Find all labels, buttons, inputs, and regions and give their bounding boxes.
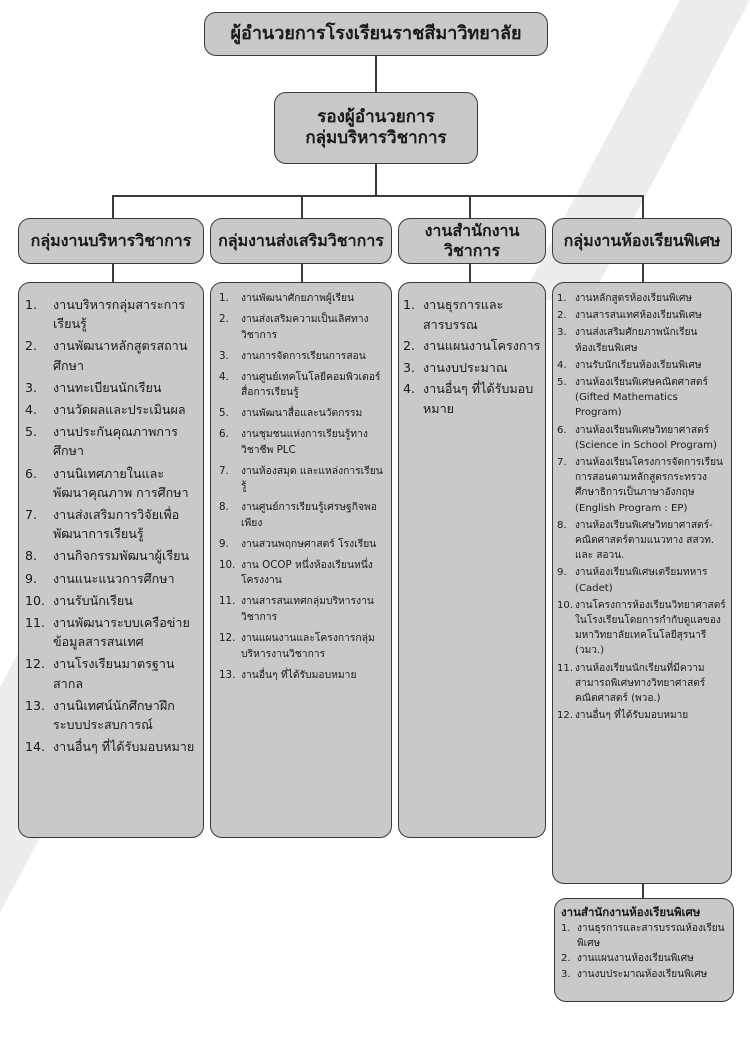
task-number: 10.: [557, 599, 574, 611]
task-text: งานห้องเรียนโครงการจัดการเรียนการสอนตามหลักสูตรกระทรวงศึกษาธิการเป็นภาษาอังกฤษ (English Program : EP): [575, 457, 723, 514]
task-text: งานงบประมาณห้องเรียนพิเศษ: [577, 968, 708, 980]
task-text: งานทะเบียนนักเรียน: [53, 379, 162, 395]
task-item: [25, 654, 197, 692]
task-item: [25, 336, 197, 374]
task-number: 2.: [219, 312, 229, 325]
task-number: 1.: [403, 297, 416, 312]
task-item: [25, 613, 197, 651]
task-number: 3.: [561, 968, 571, 980]
task-text: งานห้องเรียนพิเศษวิทยาศาสตร์ (Science in School Program): [575, 424, 717, 451]
group-panel-academic-promotion: [210, 282, 392, 838]
task-text: งานงบประมาณ: [423, 359, 508, 375]
task-text: งานกิจกรรมพัฒนาผู้เรียน: [53, 548, 190, 564]
task-list: [399, 283, 545, 418]
task-number: 2.: [403, 338, 416, 353]
group-header-academic-office: [398, 218, 546, 264]
task-text: งานโครงการห้องเรียนวิทยาศาสตร์ในโรงเรียนโดยการกำกับดูแลของมหาวิทยาลัยเทคโนโลยีสุรนารี (วมว.): [575, 599, 726, 657]
group-title: กลุ่มงานส่งเสริมวิชาการ: [218, 231, 384, 250]
task-number: 1.: [557, 293, 567, 304]
task-text: งานประกันคุณภาพการศึกษา: [53, 424, 178, 459]
task-text: งานรับนักเรียน: [53, 592, 133, 608]
connector-line: [642, 195, 644, 220]
task-item: [25, 696, 197, 734]
task-text: งานศูนย์การเรียนรู้เศรษฐกิจพอเพียง: [241, 501, 377, 529]
task-text: งานแผนงานห้องเรียนพิเศษ: [577, 953, 694, 965]
task-number: 3.: [25, 379, 38, 395]
task-text: งานการจัดการเรียนการสอน: [241, 349, 366, 362]
task-number: 5.: [557, 377, 567, 389]
group-header-academic-admin: [18, 218, 204, 264]
task-number: 12.: [557, 710, 574, 722]
task-number: 4.: [25, 402, 38, 418]
task-text: งานสวนพฤกษศาสตร์ โรงเรียน: [241, 537, 377, 550]
task-item: [403, 358, 541, 378]
connector-line: [375, 54, 377, 94]
task-text: งานพัฒนาสื่อและนวัตกรรม: [241, 407, 363, 420]
task-number: 12.: [219, 631, 236, 644]
task-text: งานแผนงานโครงการ: [423, 338, 541, 353]
task-number: 8.: [219, 501, 229, 514]
task-number: 4.: [557, 359, 567, 371]
task-text: งานส่งเสริมศักยภาพนักเรียนห้องเรียนพิเศษ: [575, 327, 698, 354]
task-item: [557, 291, 727, 306]
task-item: [25, 505, 197, 543]
task-item: [561, 968, 729, 983]
task-item: [219, 537, 385, 553]
task-number: 6.: [25, 465, 38, 481]
task-list: [553, 283, 731, 723]
task-item: [557, 565, 727, 595]
task-item: [219, 427, 385, 458]
task-item: [557, 375, 727, 421]
task-item: [219, 500, 385, 531]
connector-line: [112, 195, 114, 220]
task-number: 10.: [219, 558, 236, 571]
task-item: [219, 312, 385, 343]
task-text: งานส่งเสริมความเป็นเลิศทางวิชาการ: [241, 312, 369, 341]
task-item: [219, 464, 385, 495]
task-text: งานห้องเรียนพิเศษวิทยาศาสตร์-คณิตศาสตร์ตามแนวทาง สสวท. และ สอวน.: [575, 519, 715, 562]
task-item: [557, 423, 727, 453]
task-text: งานชุมชนแห่งการเรียนรู้ทางวิชาชีพ PLC: [241, 428, 368, 456]
director-title: ผู้อำนวยการโรงเรียนราชสีมาวิทยาลัย: [230, 22, 522, 44]
task-item: [557, 455, 727, 516]
task-text: งานวัดผลและประเมินผล: [53, 402, 186, 418]
deputy-title-line1: รองผู้อำนวยการ: [317, 106, 435, 127]
task-item: [403, 336, 541, 356]
task-number: 13.: [219, 668, 236, 681]
group-panel-academic-office: [398, 282, 546, 838]
task-number: 2.: [557, 310, 567, 322]
task-item: [219, 406, 385, 422]
task-text: งานโรงเรียนมาตรฐานสากล: [53, 656, 175, 691]
task-text: งานส่งเสริมการวิจัยเพื่อพัฒนาการเรียนรู้: [53, 507, 180, 542]
task-number: 1.: [561, 923, 571, 934]
group-title: งานสำนักงานวิชาการ: [424, 221, 520, 260]
task-text: งานรับนักเรียนห้องเรียนพิเศษ: [575, 359, 702, 371]
task-number: 11.: [557, 662, 574, 674]
task-number: 3.: [403, 359, 416, 375]
task-item: [219, 558, 385, 589]
connector-line: [469, 262, 471, 284]
task-item: [219, 631, 385, 662]
task-text: งานอื่นๆ ที่ได้รับมอบหมาย: [241, 668, 357, 681]
task-item: [219, 370, 385, 401]
deputy-title-line2: กลุ่มบริหารวิชาการ: [305, 128, 447, 148]
task-text: งานห้องสมุด และแหล่งการเรียนรู้: [241, 464, 383, 493]
task-number: 4.: [403, 381, 416, 396]
task-item: [557, 661, 727, 707]
task-text: งานสารสนเทศกลุ่มบริหารงานวิชาการ: [241, 595, 374, 623]
task-number: 9.: [557, 567, 567, 579]
task-text: งานนิเทศน์นักศึกษาฝึกระบบประสบการณ์: [53, 697, 175, 733]
task-number: 9.: [219, 537, 229, 550]
connector-line: [469, 195, 471, 220]
task-item: [25, 737, 197, 756]
task-text: งานแผนงานและโครงการกลุ่มบริหารงานวิชาการ: [241, 631, 375, 660]
task-item: [403, 379, 541, 418]
task-number: 7.: [219, 464, 229, 477]
task-number: 5.: [219, 407, 229, 420]
task-number: 7.: [25, 507, 38, 523]
group-panel-special-classes: [552, 282, 732, 884]
task-number: 5.: [25, 424, 38, 440]
task-number: 3.: [219, 349, 229, 362]
task-number: 13.: [25, 697, 46, 713]
task-number: 11.: [25, 615, 46, 631]
group-title: กลุ่มงานบริหารวิชาการ: [30, 231, 192, 250]
task-item: [557, 325, 727, 355]
task-text: งานบริหารกลุ่มสาระการเรียนรู้: [53, 297, 186, 332]
task-number: 3.: [557, 327, 567, 339]
connector-line: [642, 262, 644, 284]
task-number: 6.: [557, 424, 567, 436]
task-text: งานนิเทศภายในและพัฒนาคุณภาพ การศึกษา: [53, 465, 189, 500]
task-text: งานห้องเรียนพิเศษคณิตศาสตร์ (Gifted Mathematics Program): [575, 377, 708, 419]
task-text: งาน OCOP หนึ่งห้องเรียนหนึ่งโครงงาน: [241, 558, 373, 587]
task-item: [25, 295, 197, 333]
task-item: [25, 378, 197, 397]
task-text: งานอื่นๆ ที่ได้รับมอบหมาย: [575, 710, 689, 722]
task-item: [557, 708, 727, 723]
task-number: 2.: [561, 953, 571, 965]
task-text: งานหลักสูตรห้องเรียนพิเศษ: [575, 293, 693, 304]
task-list: [555, 922, 733, 982]
connector-line: [375, 162, 377, 196]
task-text: งานอื่นๆ ที่ได้รับมอบหมาย: [53, 739, 195, 755]
task-number: 14.: [25, 739, 46, 755]
task-item: [25, 546, 197, 565]
task-text: งานพัฒนาระบบเครือข่ายข้อมูลสารสนเทศ: [53, 615, 190, 650]
task-number: 8.: [557, 519, 567, 531]
task-item: [557, 518, 727, 564]
task-number: 4.: [219, 370, 229, 383]
task-item: [25, 464, 197, 502]
task-text: งานศูนย์เทคโนโลยีคอมพิวเตอร์สื่อการเรียนรู้: [241, 370, 381, 399]
task-text: งานสารสนเทศห้องเรียนพิเศษ: [575, 310, 702, 322]
task-item: [557, 308, 727, 323]
task-text: งานอื่นๆ ที่ได้รับมอบหมาย: [423, 381, 534, 416]
task-number: 8.: [25, 548, 38, 564]
connector-line: [112, 262, 114, 284]
task-item: [557, 598, 727, 659]
task-item: [219, 291, 385, 307]
task-number: 1.: [25, 297, 38, 312]
task-text: งานธุรการและสารบรรณห้องเรียนพิเศษ: [577, 923, 725, 949]
task-list: [211, 283, 391, 683]
task-text: งานห้องเรียนนักเรียนที่มีความสามารถพิเศษทางวิทยาศาสตร์คณิตศาสตร์ (พวอ.): [575, 662, 706, 705]
task-item: [25, 422, 197, 460]
task-number: 11.: [219, 595, 236, 608]
task-number: 12.: [25, 656, 46, 672]
task-item: [219, 349, 385, 365]
task-item: [25, 569, 197, 588]
task-number: 1.: [219, 292, 229, 304]
task-number: 7.: [557, 457, 567, 469]
task-number: 9.: [25, 570, 38, 586]
director-box: [204, 12, 548, 56]
task-item: [403, 295, 541, 334]
group-title: กลุ่มงานห้องเรียนพิเศษ: [563, 231, 721, 250]
deputy-box: [274, 92, 478, 164]
task-text: งานพัฒนาหลักสูตรสถานศึกษา: [53, 338, 188, 373]
task-item: [557, 358, 727, 373]
task-text: งานพัฒนาศักยภาพผู้เรียน: [241, 292, 355, 304]
task-item: [25, 591, 197, 610]
task-item: [561, 922, 729, 951]
connector-line: [301, 195, 303, 220]
task-item: [219, 594, 385, 625]
special-office-title: งานสำนักงานห้องเรียนพิเศษ: [561, 905, 701, 919]
task-item: [219, 668, 385, 684]
task-text: งานแนะแนวการศึกษา: [53, 570, 175, 586]
connector-line: [301, 262, 303, 284]
group-panel-academic-admin: [18, 282, 204, 838]
task-text: งานห้องเรียนพิเศษเตรียมทหาร (Cadet): [575, 567, 708, 594]
task-list: [19, 283, 203, 756]
group-header-academic-promotion: [210, 218, 392, 264]
connector-line: [112, 195, 642, 197]
group-header-special-classes: [552, 218, 732, 264]
task-number: 10.: [25, 592, 46, 608]
task-text: งานธุรการและสารบรรณ: [423, 297, 504, 332]
special-office-panel: [554, 898, 734, 1002]
task-item: [25, 400, 197, 419]
task-item: [561, 952, 729, 967]
task-number: 6.: [219, 428, 229, 441]
task-number: 2.: [25, 338, 38, 354]
